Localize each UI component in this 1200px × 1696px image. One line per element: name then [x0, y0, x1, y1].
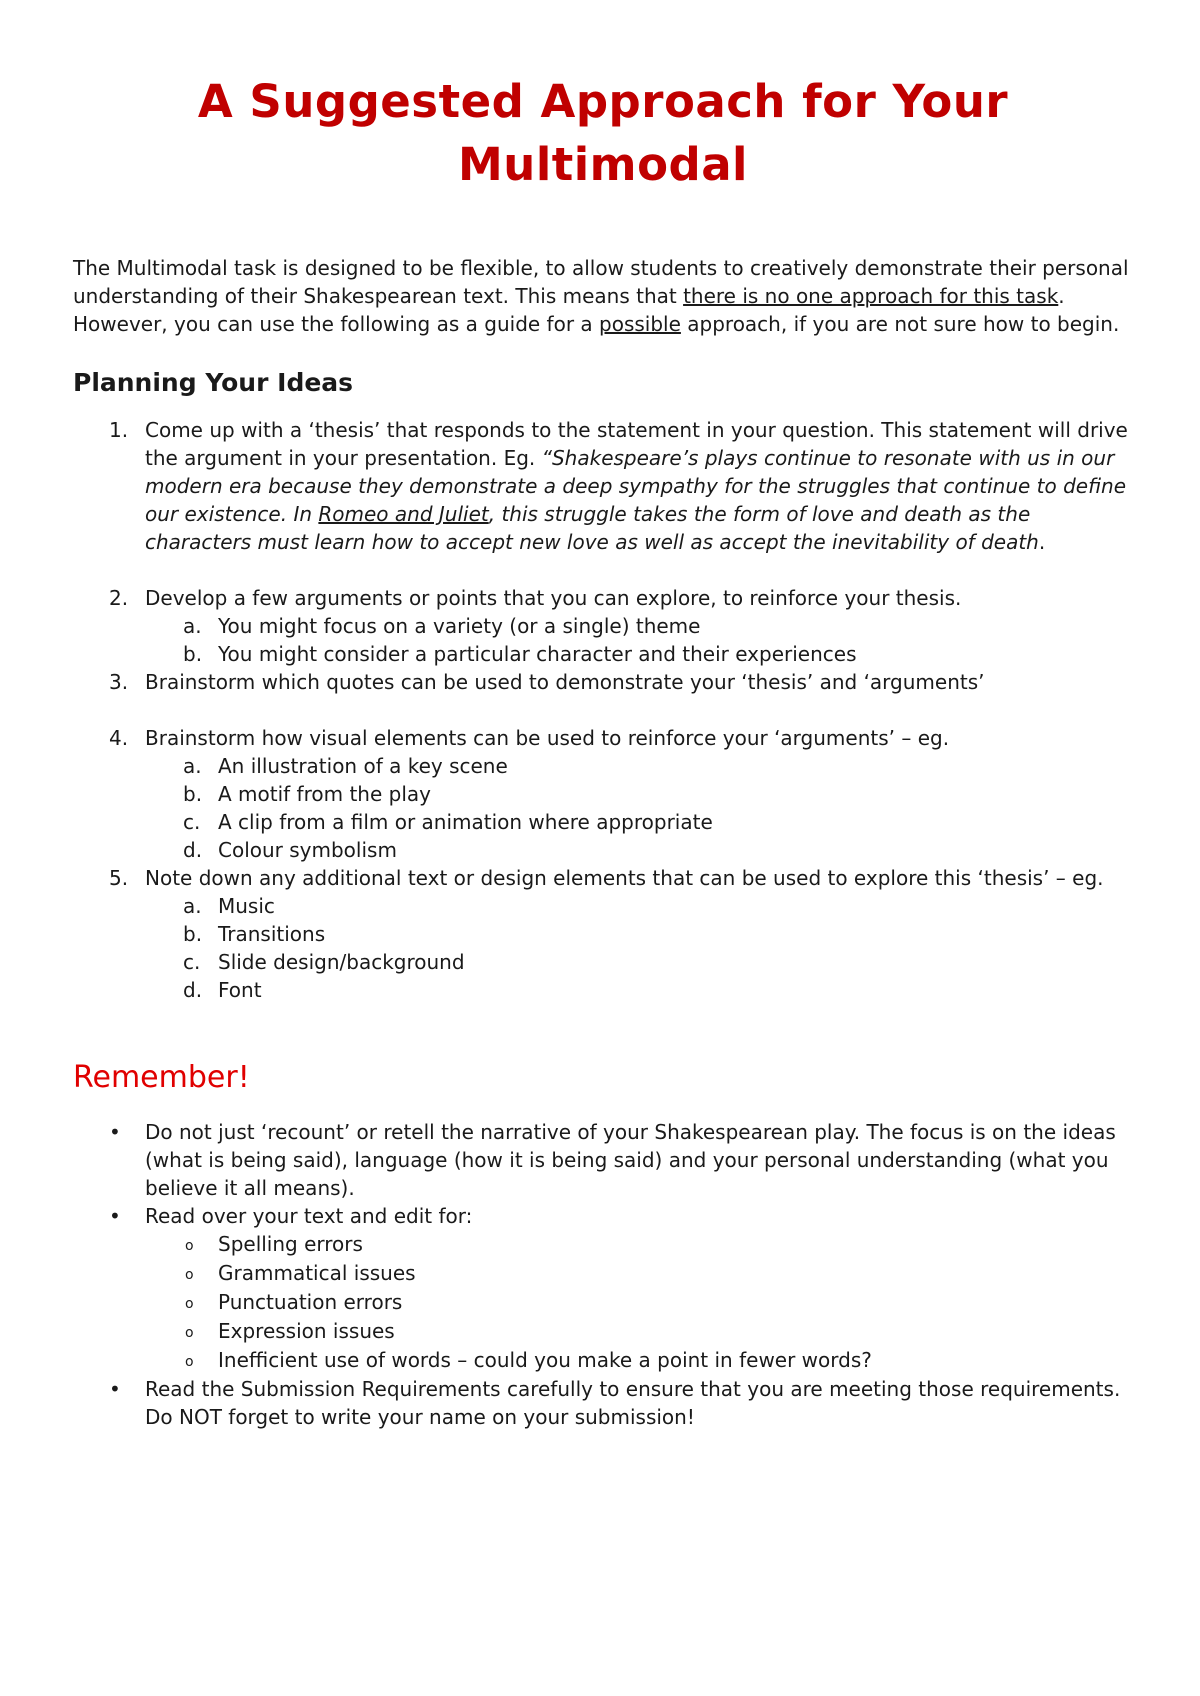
sub-item-text: Colour symbolism	[218, 838, 397, 862]
sub-item	[73, 640, 1133, 668]
sub-item	[73, 780, 1133, 808]
intro-text-2: . However, you can use the following as a guide for a	[73, 284, 1065, 336]
thesis-example-play-title: Romeo and Juliet	[318, 502, 489, 526]
remember-bullet-2	[73, 1202, 1133, 1230]
edit-checklist-item	[73, 1288, 1133, 1317]
sub-item-text: An illustration of a key scene	[218, 754, 508, 778]
sub-item	[73, 976, 1133, 1004]
remember-heading: Remember!	[73, 1060, 250, 1095]
item-number: 1.	[109, 418, 129, 442]
sub-item	[73, 808, 1133, 836]
thesis-example-italic-2: , this struggle takes the form of love and death as the characters must learn how to accept new love as well as accept the inevitability of death	[145, 502, 1039, 554]
title-line-2: Multimodal	[458, 138, 748, 191]
circle-bullet-icon: o	[185, 1267, 194, 1283]
checklist-text: Grammatical issues	[218, 1261, 416, 1285]
sub-item-letter: b.	[183, 782, 203, 806]
sub-item	[73, 948, 1133, 976]
sub-item-text: Slide design/background	[218, 950, 465, 974]
circle-bullet-icon: o	[185, 1238, 194, 1254]
item-text: Brainstorm which quotes can be used to demonstrate your ‘thesis’ and ‘arguments’	[145, 670, 985, 694]
bullet-icon: •	[109, 1120, 121, 1144]
item-text: Brainstorm how visual elements can be used to reinforce your ‘arguments’ – eg.	[145, 726, 950, 750]
edit-checklist-item	[73, 1317, 1133, 1346]
sub-item-text: A motif from the play	[218, 782, 431, 806]
intro-paragraph	[73, 254, 1133, 338]
sub-item-text: A clip from a film or animation where appropriate	[218, 810, 713, 834]
planning-heading: Planning Your Ideas	[73, 368, 354, 397]
planning-item-1	[73, 416, 1133, 556]
sub-item-letter: b.	[183, 922, 203, 946]
circle-bullet-icon: o	[185, 1354, 194, 1370]
planning-list	[73, 416, 1133, 1004]
item-number: 4.	[109, 726, 129, 750]
sub-item-text: Music	[218, 894, 275, 918]
item-text: Develop a few arguments or points that you can explore, to reinforce your thesis.	[145, 586, 962, 610]
document-title	[73, 70, 1133, 196]
thesis-example-end: .	[1038, 530, 1046, 554]
checklist-text: Spelling errors	[218, 1232, 363, 1256]
planning-item-5	[73, 864, 1133, 892]
item-number: 5.	[109, 866, 129, 890]
planning-item-4	[73, 724, 1133, 752]
remember-bullet-3	[73, 1375, 1133, 1431]
document-page	[73, 70, 1133, 1431]
edit-checklist-item	[73, 1230, 1133, 1259]
sub-item	[73, 836, 1133, 864]
checklist-text: Punctuation errors	[218, 1290, 403, 1314]
bullet-text: Read over your text and edit for:	[145, 1204, 473, 1228]
planning-item-2	[73, 584, 1133, 612]
intro-text-3: approach, if you are not sure how to begin.	[680, 312, 1120, 336]
sub-item-letter: d.	[183, 978, 203, 1002]
sub-item	[73, 920, 1133, 948]
bullet-icon: •	[109, 1204, 121, 1228]
sub-item-letter: c.	[183, 810, 201, 834]
bullet-text: Do not just ‘recount’ or retell the narrative of your Shakespearean play. The focus is on the ideas (what is being said), language (how it is being said) and your personal understanding (what you believe it all means).	[145, 1120, 1116, 1200]
sub-item-text: You might focus on a variety (or a single) theme	[218, 614, 701, 638]
planning-item-3	[73, 668, 1133, 696]
item-number: 3.	[109, 670, 129, 694]
intro-underlined-2: possible	[599, 312, 681, 336]
checklist-text: Inefficient use of words – could you make a point in fewer words?	[218, 1348, 872, 1372]
sub-item-letter: a.	[183, 894, 202, 918]
edit-checklist-item	[73, 1346, 1133, 1375]
title-line-1: A Suggested Approach for Your	[197, 75, 1009, 128]
circle-bullet-icon: o	[185, 1325, 194, 1341]
sub-item-text: Transitions	[218, 922, 326, 946]
bullet-text: Read the Submission Requirements carefully to ensure that you are meeting those requirements. Do NOT forget to write your name on your submission!	[145, 1377, 1121, 1429]
intro-underlined-1: there is no one approach for this task	[683, 284, 1059, 308]
item-text: Come up with a ‘thesis’ that responds to the statement in your question. This statement will drive the argument in your presentation. Eg.	[145, 418, 1128, 470]
remember-bullet-1	[73, 1118, 1133, 1202]
intro-text-1: The Multimodal task is designed to be flexible, to allow students to creatively demonstrate their personal understanding of their Shakespearean text. This means that	[73, 256, 1129, 308]
checklist-text: Expression issues	[218, 1319, 395, 1343]
sub-item-letter: a.	[183, 614, 202, 638]
thesis-example-italic-1: “Shakespeare’s plays continue to resonate with us in our modern era because they demonstrate a deep sympathy for the struggles that continue to define our existence. In	[145, 446, 1127, 526]
circle-bullet-icon: o	[185, 1296, 194, 1312]
sub-item-text: You might consider a particular character and their experiences	[218, 642, 857, 666]
sub-item-text: Font	[218, 978, 262, 1002]
edit-checklist-item	[73, 1259, 1133, 1288]
sub-item	[73, 612, 1133, 640]
sub-item	[73, 752, 1133, 780]
sub-item-letter: d.	[183, 838, 203, 862]
sub-item	[73, 892, 1133, 920]
item-text: Note down any additional text or design elements that can be used to explore this ‘thesis’ – eg.	[145, 866, 1104, 890]
sub-item-letter: b.	[183, 642, 203, 666]
bullet-icon: •	[109, 1377, 121, 1401]
sub-item-letter: a.	[183, 754, 202, 778]
item-number: 2.	[109, 586, 129, 610]
sub-item-letter: c.	[183, 950, 201, 974]
remember-list	[73, 1118, 1133, 1431]
